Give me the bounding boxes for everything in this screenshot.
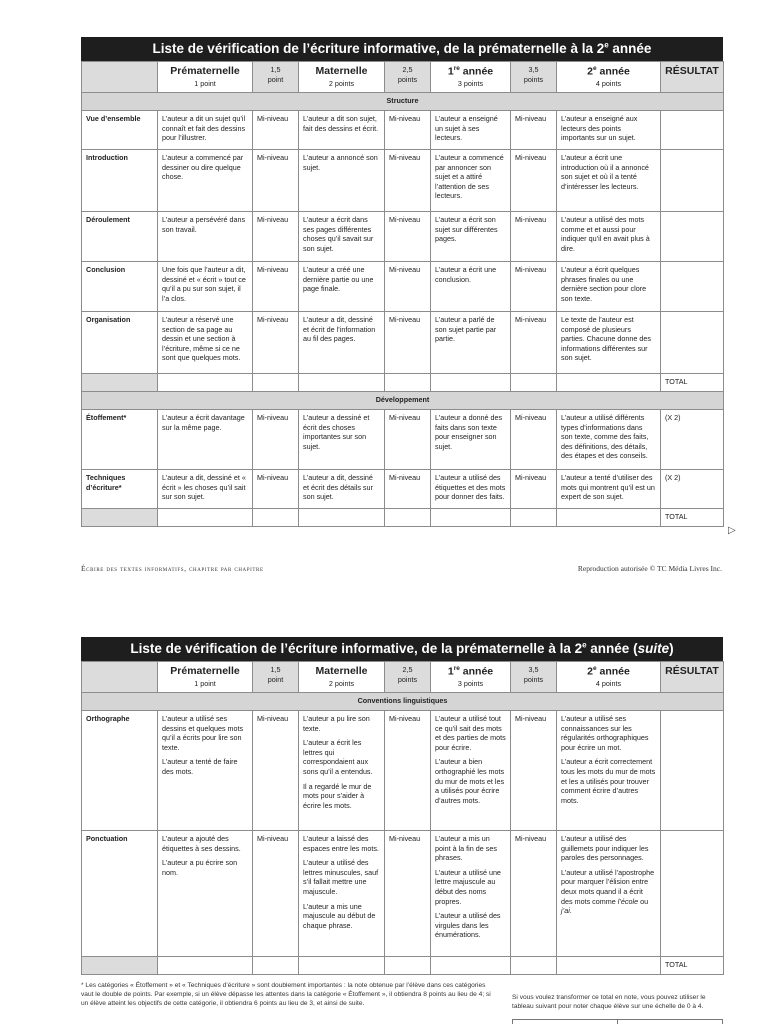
cell-prematernelle: L’auteur a ajouté des étiquettes à ses dessins. L’auteur a pu écrire son nom. — [158, 831, 253, 957]
criterion-label: Ponctuation — [82, 831, 158, 957]
checklist-table-2 — [81, 661, 724, 975]
header-row — [82, 62, 724, 93]
table-row — [82, 410, 724, 470]
cell-1re-annee: L’auteur a parlé de son sujet partie par partie. — [431, 312, 511, 374]
cell-1re-annee: L’auteur a donné des faits dans son texte pour enseigner son sujet. — [431, 410, 511, 470]
total-row — [82, 957, 724, 975]
cell-maternelle: L’auteur a écrit dans ses pages différentes choses qu’il savait sur son sujet. — [299, 212, 385, 262]
cell-maternelle: L’auteur a pu lire son texte. L’auteur a écrit les lettres qui correspondaient aux sons qu’il a entendus. Il a regardé le mur de mots pour s’aider à écrire les mots. — [299, 711, 385, 831]
cell-2e-annee: L’auteur a utilisé des mots comme et et aussi pour indiquer qu’il en avait plus à dire. — [557, 212, 661, 262]
header-resultat: RÉSULTAT — [661, 62, 724, 93]
cell-mi-niveau: Mi-niveau — [253, 262, 299, 312]
cell-2e-annee: L’auteur a utilisé différents types d’informations dans son texte, comme des faits, des définitions, des détails, des étapes et des conseils. — [557, 410, 661, 470]
criterion-label: Orthographe — [82, 711, 158, 831]
header-prematernelle: Prématernelle 1 point — [158, 662, 253, 693]
header-blank — [82, 662, 158, 693]
cell-1re-annee: L’auteur a écrit son sujet sur différentes pages. — [431, 212, 511, 262]
cell-mi-niveau: Mi-niveau — [511, 831, 557, 957]
section-title-structure: Structure — [82, 93, 724, 111]
cell-1re-annee: L’auteur a écrit une conclusion. — [431, 262, 511, 312]
header-row — [82, 662, 724, 693]
cell-mi-niveau: Mi-niveau — [253, 212, 299, 262]
cell-maternelle: L’auteur a annoncé son sujet. — [299, 150, 385, 212]
note-conversion: Si vous voulez transformer ce total en note, vous pouvez utiliser le tableau suivant pour noter chaque élève sur une échelle de 0 à 4. — [512, 994, 706, 1010]
table-row — [82, 831, 724, 957]
checklist-table-1 — [81, 61, 724, 527]
header-blank — [82, 62, 158, 93]
cell-mi-niveau: Mi-niveau — [253, 831, 299, 957]
criterion-label: Organisation — [82, 312, 158, 374]
total-cell[interactable]: TOTAL — [661, 509, 724, 527]
section-row-developpement — [82, 392, 724, 410]
cell-mi-niveau: Mi-niveau — [385, 470, 431, 509]
title-text: Liste de vérification de l’écriture informative, de la prématernelle à la 2 — [130, 641, 583, 656]
header-resultat: RÉSULTAT — [661, 662, 724, 693]
header-prematernelle: Prématernelle 1 point — [158, 62, 253, 93]
header-mid-3: 3,5 points — [511, 62, 557, 93]
criterion-label: Vue d’ensemble — [82, 111, 158, 150]
table-row — [82, 262, 724, 312]
cell-mi-niveau: Mi-niveau — [253, 312, 299, 374]
cell-maternelle: L’auteur a dessiné et écrit des choses importantes sur son sujet. — [299, 410, 385, 470]
section-title-conventions: Conventions linguistiques — [82, 693, 724, 711]
cell-maternelle: L’auteur a dit son sujet, fait des dessins et écrit. — [299, 111, 385, 150]
cell-resultat[interactable] — [661, 711, 724, 831]
checklist-title — [81, 37, 723, 61]
cell-maternelle: L’auteur a dit, dessiné et écrit de l’information au fil des pages. — [299, 312, 385, 374]
table-row — [82, 111, 724, 150]
header-1re-annee: 1re année 3 points — [431, 662, 511, 693]
header-mid-1: 1,5 point — [253, 662, 299, 693]
checklist-page-1 — [81, 37, 723, 527]
cell-prematernelle: Une fois que l’auteur a dit, dessiné et « écrit » tout ce qu’il a pu sur son sujet, il l’a clos. — [158, 262, 253, 312]
table-row — [82, 711, 724, 831]
criterion-label: Déroulement — [82, 212, 158, 262]
criterion-label: Techniques d’écriture* — [82, 470, 158, 509]
cell-prematernelle: L’auteur a persévéré dans son travail. — [158, 212, 253, 262]
cell-mi-niveau: Mi-niveau — [385, 410, 431, 470]
table-row — [82, 150, 724, 212]
section-title-developpement: Développement — [82, 392, 724, 410]
footer-copyright: Reproduction autorisée © TC Média Livres Inc. — [577, 564, 722, 573]
title-suite: suite — [637, 641, 670, 656]
cell-2e-annee: L’auteur a écrit une introduction où il a annoncé son sujet et où il a tenté d’intéresser les lecteurs. — [557, 150, 661, 212]
title-end: année — [608, 41, 652, 56]
header-mid-2: 2,5 points — [385, 62, 431, 93]
cell-resultat[interactable] — [661, 150, 724, 212]
cell-resultat[interactable] — [661, 111, 724, 150]
cell-resultat[interactable]: (X 2) — [661, 410, 724, 470]
cell-mi-niveau: Mi-niveau — [511, 111, 557, 150]
cell-mi-niveau: Mi-niveau — [385, 150, 431, 212]
cell-2e-annee: L’auteur a enseigné aux lecteurs des points importants sur un sujet. — [557, 111, 661, 150]
cell-resultat[interactable]: (X 2) — [661, 470, 724, 509]
cell-1re-annee: L’auteur a utilisé des étiquettes et des mots pour donner des faits. — [431, 470, 511, 509]
total-cell[interactable]: TOTAL — [661, 374, 724, 392]
cell-mi-niveau: Mi-niveau — [511, 212, 557, 262]
title-text: Liste de vérification de l’écriture informative, de la prématernelle à la 2 — [152, 41, 605, 56]
cell-mi-niveau: Mi-niveau — [511, 262, 557, 312]
cell-2e-annee: L’auteur a tenté d’utiliser des mots qui montrent qu’il est un expert de son sujet. — [557, 470, 661, 509]
cell-resultat[interactable] — [661, 831, 724, 957]
conversion-table-top — [512, 1019, 723, 1024]
cell-mi-niveau: Mi-niveau — [511, 711, 557, 831]
header-maternelle: Maternelle 2 points — [299, 62, 385, 93]
cell-mi-niveau: Mi-niveau — [253, 150, 299, 212]
cell-mi-niveau: Mi-niveau — [385, 312, 431, 374]
cell-mi-niveau: Mi-niveau — [253, 111, 299, 150]
cell-1re-annee: L’auteur a commencé par annoncer son sujet et a attiré l’attention de ses lecteurs. — [431, 150, 511, 212]
cell-mi-niveau: Mi-niveau — [385, 711, 431, 831]
header-2e-annee: 2e année 4 points — [557, 662, 661, 693]
cell-resultat[interactable] — [661, 212, 724, 262]
cell-mi-niveau: Mi-niveau — [253, 470, 299, 509]
cell-maternelle: L’auteur a créé une dernière partie ou une page finale. — [299, 262, 385, 312]
cell-prematernelle: L’auteur a dit, dessiné et « écrit » les choses qu’il sait sur son sujet. — [158, 470, 253, 509]
table-row — [82, 470, 724, 509]
cell-1re-annee: L’auteur a mis un point à la fin de ses phrases. L’auteur a utilisé une lettre majuscule au début des noms propres. L’auteur a utilisé des virgules dans les énumérations. — [431, 831, 511, 957]
cell-mi-niveau: Mi-niveau — [385, 831, 431, 957]
cell-mi-niveau: Mi-niveau — [511, 470, 557, 509]
cell-prematernelle: L’auteur a réservé une section de sa page au dessin et une section à l’écriture, même si ce ne sont que quelques mots. — [158, 312, 253, 374]
cell-mi-niveau: Mi-niveau — [511, 312, 557, 374]
cell-2e-annee: L’auteur a utilisé des guillemets pour indiquer les paroles des personnages. L’auteur a utilisé l’apostrophe pour marquer l’élision entre deux mots quand il a écrit des mots comme l’école ou j’ai. — [557, 831, 661, 957]
total-row — [82, 374, 724, 392]
cell-mi-niveau: Mi-niveau — [385, 262, 431, 312]
title-superscript: e — [604, 40, 609, 50]
cell-1re-annee: L’auteur a enseigné un sujet à ses lecteurs. — [431, 111, 511, 150]
cell-mi-niveau: Mi-niveau — [385, 212, 431, 262]
cell-1re-annee: L’auteur a utilisé tout ce qu’il sait des mots et des parties de mots pour écrire. L’auteur a bien orthographié les mots du mur de mots et les a utilisés pour écrire d’autres mots. — [431, 711, 511, 831]
cell-resultat[interactable] — [661, 262, 724, 312]
cell-mi-niveau: Mi-niveau — [253, 711, 299, 831]
cell-mi-niveau: Mi-niveau — [511, 410, 557, 470]
cell-prematernelle: L’auteur a utilisé ses dessins et quelques mots qu’il a écrits pour lire son texte. L’auteur a tenté de faire des mots. — [158, 711, 253, 831]
header-mid-2: 2,5 points — [385, 662, 431, 693]
criterion-label: Étoffement* — [82, 410, 158, 470]
cell-2e-annee: L’auteur a écrit quelques phrases finales ou une dernière section pour clore son texte. — [557, 262, 661, 312]
footnote-doubled-categories: * Les catégories « Étoffement » et « Techniques d’écriture » sont doublement importantes : la note obtenue par l’élève dans ces catégories vaut le double de points. Par exemple, si un élève dépasse les attentes dans la catégorie « Étoffement », il obtiendra 8 points au lieu de 4; si un élève atteint les objectifs de cette catégorie, il obtiendra 6 points au lieu de 3, et ainsi de suite. — [81, 982, 491, 1007]
cell-maternelle: L’auteur a dit, dessiné et écrit des détails sur son sujet. — [299, 470, 385, 509]
cell-prematernelle: L’auteur a dit un sujet qu’il connaît et fait des dessins pour l’illustrer. — [158, 111, 253, 150]
table-row — [82, 212, 724, 262]
checklist-page-2 — [81, 637, 723, 975]
criterion-label: Introduction — [82, 150, 158, 212]
checklist-title-suite: Liste de vérification de l’écriture informative, de la prématernelle à la 2e année (suite) — [81, 637, 723, 661]
header-maternelle: Maternelle 2 points — [299, 662, 385, 693]
header-mid-3: 3,5 points — [511, 662, 557, 693]
cell-2e-annee: L’auteur a utilisé ses connaissances sur les régularités orthographiques pour écrire un mot. L’auteur a écrit correctement tous les mots du mur de mots et les a utilisés pour trouver comment écrire d’autres mots. — [557, 711, 661, 831]
cell-mi-niveau: Mi-niveau — [385, 111, 431, 150]
cell-mi-niveau: Mi-niveau — [511, 150, 557, 212]
title-superscript: e — [582, 640, 587, 650]
table-row — [82, 312, 724, 374]
next-page-arrow-icon: ▷ — [728, 525, 736, 536]
header-1re-annee: 1re année 3 points — [431, 62, 511, 93]
cell-resultat[interactable] — [661, 312, 724, 374]
cell-prematernelle: L’auteur a écrit davantage sur la même page. — [158, 410, 253, 470]
cell-2e-annee: Le texte de l’auteur est composé de plusieurs parties. Chacune donne des informations différentes sur son sujet. — [557, 312, 661, 374]
section-row-conventions — [82, 693, 724, 711]
header-2e-annee: 2e année 4 points — [557, 62, 661, 93]
footer-book-title: Écrire des textes informatifs, chapitre par chapitre — [81, 564, 264, 573]
section-row-structure — [82, 93, 724, 111]
cell-mi-niveau: Mi-niveau — [253, 410, 299, 470]
total-row — [82, 509, 724, 527]
header-mid-1: 1,5 point — [253, 62, 299, 93]
cell-prematernelle: L’auteur a commencé par dessiner ou dire quelque chose. — [158, 150, 253, 212]
total-cell[interactable]: TOTAL — [661, 957, 724, 975]
cell-maternelle: L’auteur a laissé des espaces entre les mots. L’auteur a utilisé des lettres minuscules, sauf s’il fallait mettre une majuscule. L’auteur a mis une majuscule au début de chaque phrase. — [299, 831, 385, 957]
criterion-label: Conclusion — [82, 262, 158, 312]
